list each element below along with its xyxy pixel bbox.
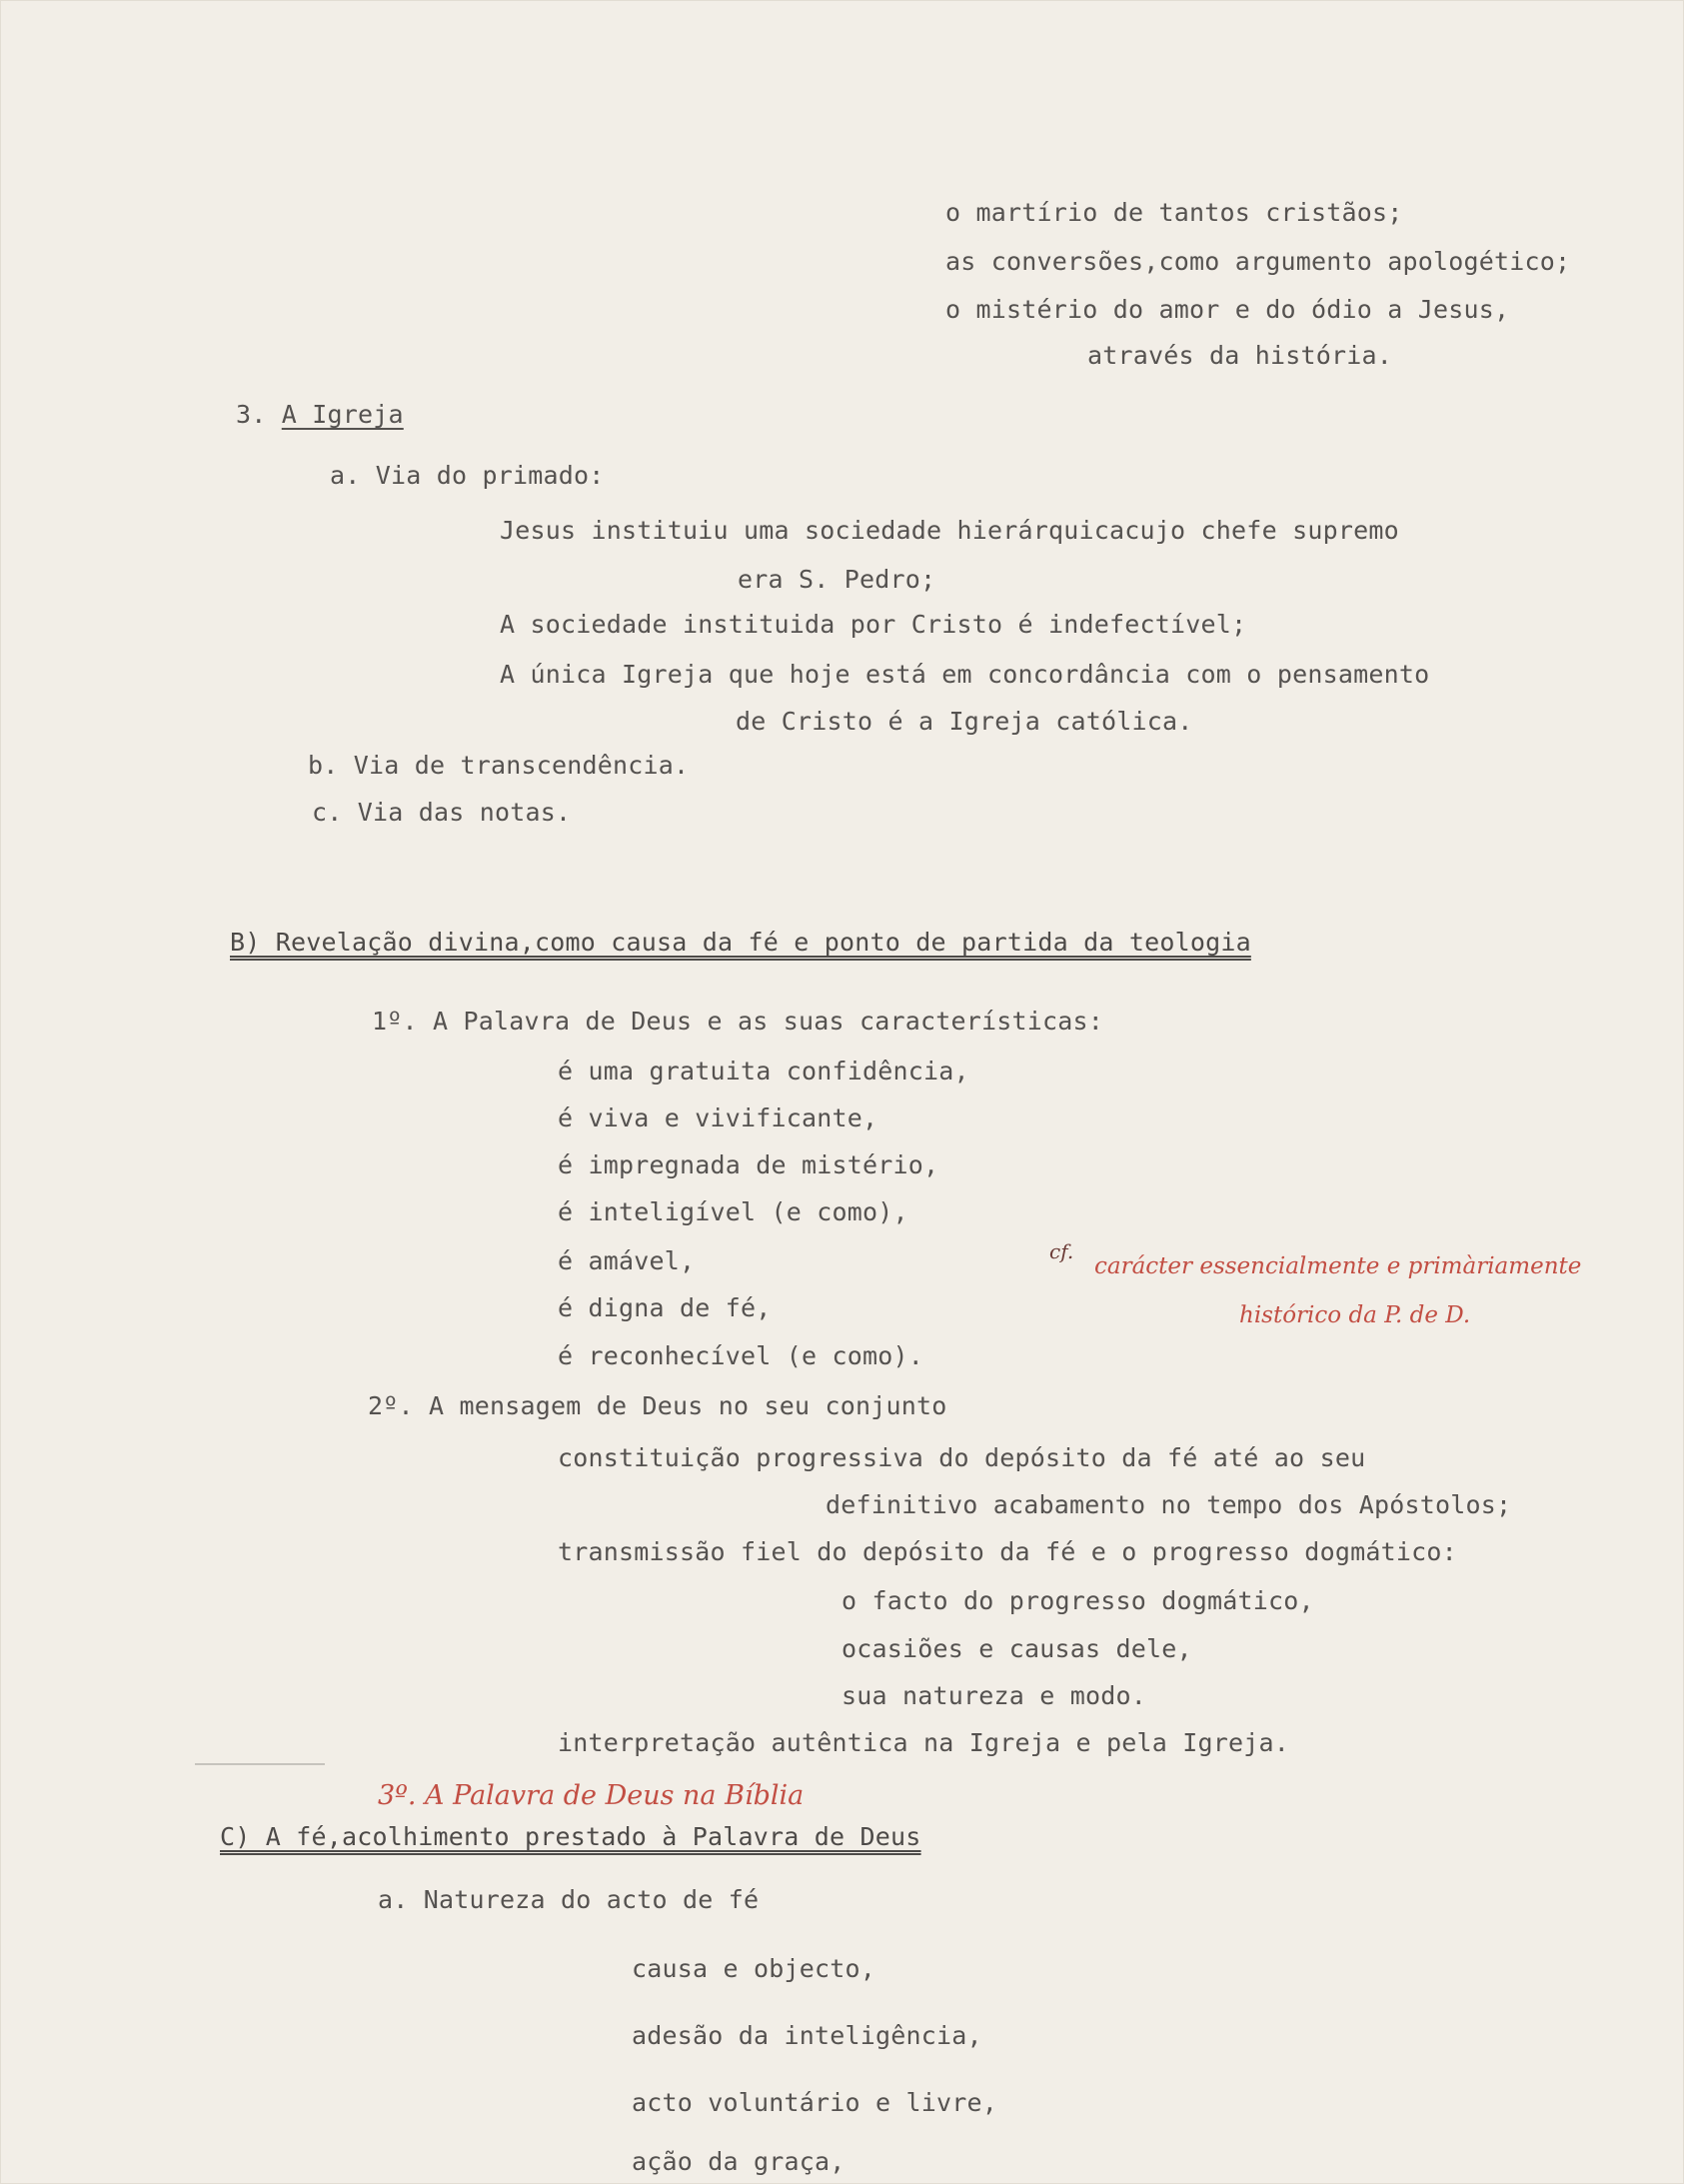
typed-line: c. Via das notas.: [312, 798, 572, 827]
list-item: adesão da inteligência,: [632, 2021, 982, 2050]
handwritten-note: histórico da P. de D.: [1239, 1302, 1471, 1328]
list-item: é reconhecível (e como).: [558, 1341, 924, 1370]
typed-line: através da história.: [1087, 341, 1393, 370]
typed-line: 2º. A mensagem de Deus no seu conjunto: [368, 1391, 947, 1420]
section-heading: C) A fé,acolhimento prestado à Palavra de Deus: [220, 1822, 921, 1851]
typed-line: era S. Pedro;: [738, 565, 936, 594]
typed-line: b. Via de transcendência.: [308, 751, 690, 780]
section-heading: B) Revelação divina,como causa da fé e ponto de partida da teologia: [230, 928, 1251, 957]
section-heading-text: 3. A Igreja: [236, 400, 404, 429]
typed-line: interpretação autêntica na Igreja e pela Igreja.: [558, 1728, 1290, 1757]
list-item: é digna de fé,: [558, 1293, 772, 1322]
list-item: é inteligível (e como),: [558, 1197, 908, 1226]
typed-line: a. Via do primado:: [330, 461, 605, 490]
typed-line: 1º. A Palavra de Deus e as suas características:: [372, 1007, 1104, 1036]
handwritten-insert: 3º. A Palavra de Deus na Bíblia: [378, 1780, 805, 1811]
typed-line: o mistério do amor e do ódio a Jesus,: [945, 295, 1510, 324]
pencil-mark: [195, 1763, 325, 1765]
list-item: causa e objecto,: [632, 1954, 876, 1983]
list-item: é uma gratuita confidência,: [558, 1057, 969, 1086]
section-heading: [236, 402, 404, 427]
list-item: ocasiões e causas dele,: [842, 1634, 1192, 1663]
typed-line: transmissão fiel do depósito da fé e o progresso dogmático:: [558, 1537, 1457, 1566]
typed-line: de Cristo é a Igreja católica.: [736, 707, 1193, 736]
typed-line: constituição progressiva do depósito da fé até ao seu: [558, 1443, 1366, 1472]
typed-line: as conversões,como argumento apologético;: [945, 247, 1571, 276]
list-item: é amável,: [558, 1246, 696, 1275]
typed-line: Jesus instituiu uma sociedade hierárquicacujo chefe supremo: [500, 516, 1399, 545]
list-item: sua natureza e modo.: [842, 1681, 1147, 1710]
list-item: acto voluntário e livre,: [632, 2088, 998, 2117]
typed-line: a. Natureza do acto de fé: [378, 1885, 760, 1914]
list-item: é viva e vivificante,: [558, 1103, 878, 1132]
list-item: é impregnada de mistério,: [558, 1150, 939, 1179]
typed-line: definitivo acabamento no tempo dos Apóstolos;: [826, 1490, 1512, 1519]
list-item: ação da graça,: [632, 2147, 845, 2176]
list-item: o facto do progresso dogmático,: [842, 1586, 1314, 1615]
handwritten-note: carácter essencialmente e primàriamente: [1094, 1253, 1582, 1279]
typed-line: o martírio de tantos cristãos;: [945, 198, 1403, 227]
typed-line: A sociedade instituida por Cristo é indefectível;: [500, 610, 1247, 639]
typed-line: A única Igreja que hoje está em concordância com o pensamento: [500, 660, 1430, 689]
margin-mark: cf.: [1049, 1239, 1074, 1263]
